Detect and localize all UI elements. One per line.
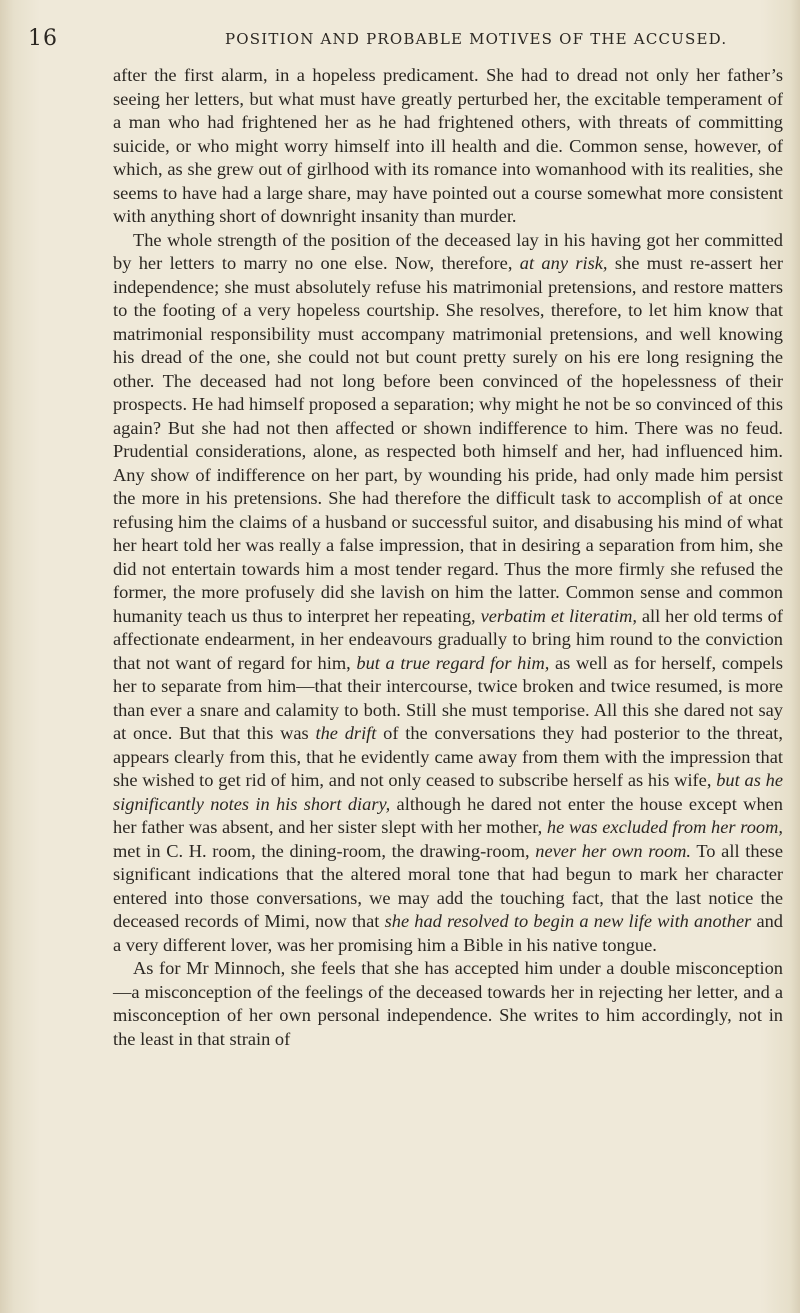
italic-text-segment: he was excluded from her room, (546, 817, 783, 837)
italic-text-segment: never her own room. (535, 840, 692, 861)
text-segment: of the conversations they had posterior to the threat, appears clearly from this, that he evidently came away from them with the impression that she wished to get rid of him, and not only ceased to subscribe herself as his wife, (113, 723, 783, 790)
italic-text-segment: she had resolved to begin a new life with another (384, 911, 752, 931)
text-segment: although he dared not enter the house except when her father was absent, and her sister slept with her mother, (113, 793, 783, 837)
italic-text-segment: but as he significantly notes in his short diary, (113, 770, 783, 814)
italic-text-segment: verbatim et literatim, (480, 605, 637, 626)
running-title: POSITION AND PROBABLE MOTIVES OF THE ACCUSED. (225, 30, 728, 48)
text-segment: as well as for herself, compels her to separate from him—that their intercourse, twice broken and twice resumed, is more than ever a snare and calamity to both. Still she must temporise. All this she dared not say at once. But that this was (113, 652, 783, 743)
text-segment: The whole strength of the position of the deceased lay in his having got her committed by her letters to marry no one else. Now, therefore, (113, 229, 783, 273)
text-segment: she must re-assert her independence; she must absolutely refuse his matrimonial pretensions, and restore matters to the footing of a very hopeless courtship. She resolves, therefore, to let him know that matrimonial responsibility must accompany matrimonial pretensions, and well knowing his dread of the one, she could not but count pretty surely on his ere long resigning the other. The deceased had not long before been convinced of the hopelessness of their prospects. He had himself proposed a separation; why might he not be so convinced of this again? But she had not then affected or shown indifference to him. There was no feud. Prudential considerations, alone, as respected both himself and her, had influenced him. Any show of indifference on her part, by wounding his pride, had only made him persist the more in his pretensions. She had therefore the difficult task to accomplish of at once refusing him the claims of a husband or successful suitor, and disabusing his mind of what her heart told her was really a false impression, that in desiring a separation from him, she did not entertain towards him a most tender regard. Thus the more firmly she refused the former, the more profusely did she lavish on him the latter. Common sense and common humanity teach us thus to interpret her repeating, (113, 253, 783, 626)
text-segment: after the first alarm, in a hopeless predicament. She had to dread not only her father’s seeing her letters, but what must have greatly perturbed her, the excitable temperament of a man who had frightened her as he had frightened others, with threats of committing suicide, or who might worry himself into ill health and die. Common sense, however, of which, as she grew out of girlhood with its romance into womanhood with its realities, she seems to have had a large share, may have pointed out a course somewhat more consistent with anything short of downright insanity than murder. (113, 65, 783, 226)
paragraph-3 (113, 957, 783, 1051)
italic-text-segment: the drift (315, 723, 377, 743)
page-number: 16 (28, 26, 58, 51)
italic-text-segment: at any risk, (519, 253, 608, 273)
text-segment: and a very different lover, was her promising him a Bible in his native tongue. (113, 911, 783, 955)
text-segment: met in C. H. room, the dining-room, the drawing-room, (113, 840, 536, 861)
running-head (0, 22, 800, 52)
body-text (113, 64, 783, 1051)
text-segment: all her old terms of affectionate endearment, in her endeavours gradually to bring him round to the conviction that not want of regard for him, (113, 605, 783, 673)
italic-text-segment: but a true regard for him, (356, 652, 550, 673)
paragraph-1 (113, 64, 783, 229)
paragraph-2 (113, 229, 783, 958)
text-segment: As for Mr Minnoch, she feels that she has accepted him under a double misconception—a misconception of the feelings of the deceased towards her in rejecting her letter, and a misconception of her own personal independence. She writes to him accordingly, not in the least in that strain of (113, 958, 783, 1049)
text-segment: To all these significant indications that the altered moral tone that had begun to mark her character entered into those conversations, we may add the touching fact, that the last notice the deceased records of Mimi, now that (113, 840, 783, 931)
